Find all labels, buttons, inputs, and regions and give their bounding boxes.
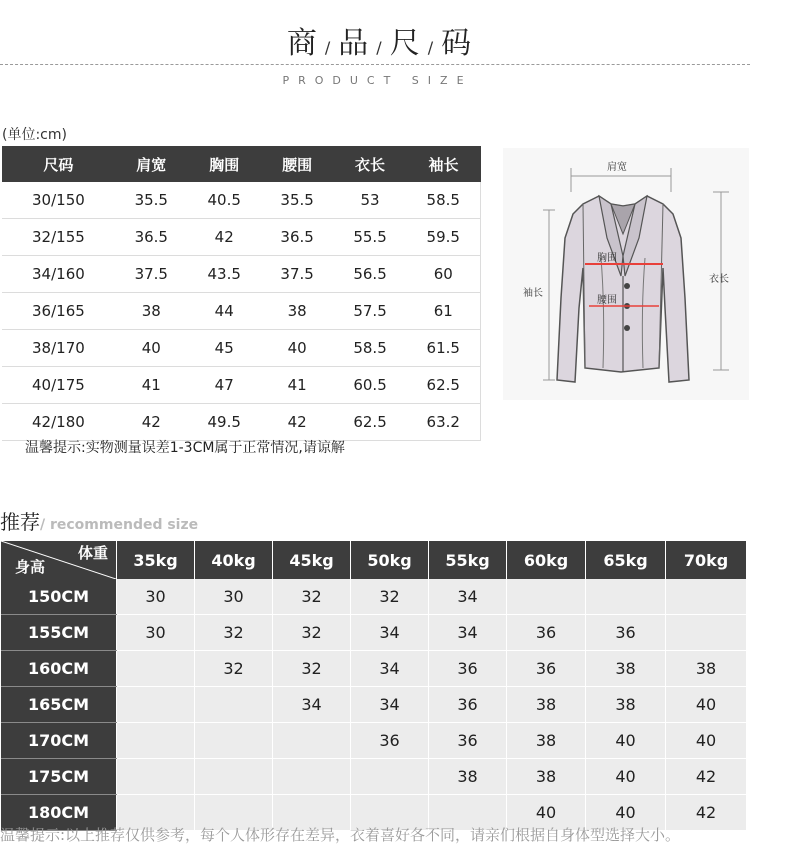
table-cell: 34 bbox=[351, 651, 429, 687]
corner-height-label: 身高 bbox=[15, 558, 46, 576]
table-cell: 40.5 bbox=[188, 182, 261, 219]
table-cell: 32 bbox=[351, 579, 429, 615]
table-cell bbox=[195, 723, 273, 759]
table-cell: 45 bbox=[188, 330, 261, 367]
table-cell: 40 bbox=[586, 795, 666, 831]
weight-header: 65kg bbox=[586, 541, 666, 579]
table-cell: 32 bbox=[195, 615, 273, 651]
recommend-table bbox=[1, 541, 746, 831]
table-cell: 60.5 bbox=[334, 367, 407, 404]
table-cell: 40 bbox=[666, 687, 747, 723]
table-cell: 43.5 bbox=[188, 256, 261, 293]
title-separator: / bbox=[324, 38, 333, 57]
table-cell: 40 bbox=[261, 330, 334, 367]
recommend-title-cn: 推荐 bbox=[0, 510, 40, 534]
table-cell: 63.2 bbox=[407, 404, 481, 441]
diagram-label-length: 衣长 bbox=[709, 274, 729, 285]
table-cell: 62.5 bbox=[334, 404, 407, 441]
table-row bbox=[2, 219, 481, 256]
table-cell: 42 bbox=[115, 404, 188, 441]
table-row bbox=[2, 256, 481, 293]
table-cell: 36 bbox=[429, 723, 507, 759]
page-title bbox=[0, 18, 760, 62]
table-cell: 34 bbox=[429, 579, 507, 615]
table-cell: 56.5 bbox=[334, 256, 407, 293]
table-cell: 42 bbox=[188, 219, 261, 256]
table-cell: 38 bbox=[586, 687, 666, 723]
recommend-note: 温馨提示:以上推荐仅供参考，每个人体形存在差异，衣着喜好各不同，请亲们根据自身体型选择大小。 bbox=[0, 826, 681, 844]
jacket-diagram bbox=[503, 148, 749, 400]
table-cell: 34/160 bbox=[2, 256, 115, 293]
table-row bbox=[2, 367, 481, 404]
height-cell: 180CM bbox=[1, 795, 117, 831]
table-cell: 38 bbox=[115, 293, 188, 330]
table-cell bbox=[666, 579, 747, 615]
table-cell: 34 bbox=[351, 615, 429, 651]
table-cell: 34 bbox=[273, 687, 351, 723]
table-cell: 57.5 bbox=[334, 293, 407, 330]
table-row bbox=[1, 723, 746, 759]
table-cell: 47 bbox=[188, 367, 261, 404]
table-cell: 38 bbox=[261, 293, 334, 330]
table-cell: 38/170 bbox=[2, 330, 115, 367]
col-header-sleeve: 袖长 bbox=[407, 146, 481, 182]
table-cell: 36/165 bbox=[2, 293, 115, 330]
table-cell: 34 bbox=[351, 687, 429, 723]
table-cell: 42 bbox=[261, 404, 334, 441]
table-cell: 38 bbox=[429, 759, 507, 795]
weight-header: 45kg bbox=[273, 541, 351, 579]
table-cell bbox=[666, 615, 747, 651]
table-cell: 58.5 bbox=[407, 182, 481, 219]
title-separator: / bbox=[427, 38, 436, 57]
page-subtitle: PRODUCT SIZE bbox=[282, 74, 473, 87]
table-cell: 40 bbox=[507, 795, 586, 831]
table-cell: 37.5 bbox=[261, 256, 334, 293]
table-cell bbox=[273, 759, 351, 795]
table-row bbox=[2, 293, 481, 330]
weight-header: 60kg bbox=[507, 541, 586, 579]
table-cell: 40 bbox=[586, 759, 666, 795]
title-char-4: 码 bbox=[441, 26, 474, 61]
table-cell: 32 bbox=[273, 651, 351, 687]
table-cell: 40 bbox=[115, 330, 188, 367]
table-row bbox=[1, 687, 746, 723]
table-cell: 44 bbox=[188, 293, 261, 330]
table-cell: 38 bbox=[666, 651, 747, 687]
recommend-title bbox=[0, 506, 198, 535]
table-cell: 42 bbox=[666, 759, 747, 795]
weight-header: 35kg bbox=[117, 541, 195, 579]
table-cell: 36 bbox=[429, 687, 507, 723]
table-cell bbox=[195, 759, 273, 795]
table-cell: 53 bbox=[334, 182, 407, 219]
table-cell: 58.5 bbox=[334, 330, 407, 367]
table-cell: 40 bbox=[666, 723, 747, 759]
table-cell: 40 bbox=[586, 723, 666, 759]
col-header-length: 衣长 bbox=[334, 146, 407, 182]
table-cell: 32/155 bbox=[2, 219, 115, 256]
col-header-chest: 胸围 bbox=[188, 146, 261, 182]
col-header-size: 尺码 bbox=[2, 146, 115, 182]
table-cell: 36 bbox=[429, 651, 507, 687]
size-table bbox=[2, 146, 481, 441]
diagram-label-waist: 腰围 bbox=[597, 295, 617, 306]
measurement-note: 温馨提示:实物测量误差1-3CM属于正常情况,请谅解 bbox=[25, 440, 345, 456]
height-cell: 170CM bbox=[1, 723, 117, 759]
table-cell bbox=[351, 759, 429, 795]
table-cell: 61 bbox=[407, 293, 481, 330]
unit-label: (单位:cm) bbox=[2, 127, 67, 143]
table-cell: 61.5 bbox=[407, 330, 481, 367]
table-row bbox=[1, 615, 746, 651]
table-cell: 41 bbox=[261, 367, 334, 404]
title-char-3: 尺 bbox=[389, 26, 422, 61]
table-cell: 36 bbox=[586, 615, 666, 651]
table-cell bbox=[117, 687, 195, 723]
height-cell: 160CM bbox=[1, 651, 117, 687]
table-row bbox=[2, 404, 481, 441]
table-cell bbox=[117, 651, 195, 687]
table-cell: 38 bbox=[507, 759, 586, 795]
size-table-header-row bbox=[2, 146, 481, 182]
table-row bbox=[2, 182, 481, 219]
table-cell: 30 bbox=[195, 579, 273, 615]
table-cell: 60 bbox=[407, 256, 481, 293]
table-cell: 38 bbox=[507, 687, 586, 723]
height-cell: 155CM bbox=[1, 615, 117, 651]
table-row bbox=[1, 651, 746, 687]
table-cell: 49.5 bbox=[188, 404, 261, 441]
height-cell: 150CM bbox=[1, 579, 117, 615]
table-cell: 35.5 bbox=[115, 182, 188, 219]
table-cell: 59.5 bbox=[407, 219, 481, 256]
title-separator: / bbox=[376, 38, 384, 57]
dotted-divider bbox=[0, 64, 750, 65]
table-cell: 36 bbox=[507, 615, 586, 651]
table-cell: 32 bbox=[273, 615, 351, 651]
table-cell: 32 bbox=[195, 651, 273, 687]
table-cell: 42 bbox=[666, 795, 747, 831]
table-cell: 32 bbox=[273, 579, 351, 615]
table-cell: 35.5 bbox=[261, 182, 334, 219]
table-cell: 38 bbox=[507, 723, 586, 759]
table-row bbox=[2, 330, 481, 367]
title-char-1: 商 bbox=[286, 26, 319, 61]
table-cell: 38 bbox=[586, 651, 666, 687]
weight-header: 40kg bbox=[195, 541, 273, 579]
weight-header: 70kg bbox=[666, 541, 747, 579]
weight-header: 55kg bbox=[429, 541, 507, 579]
table-cell: 36.5 bbox=[261, 219, 334, 256]
table-cell bbox=[507, 579, 586, 615]
table-cell bbox=[586, 579, 666, 615]
table-cell: 55.5 bbox=[334, 219, 407, 256]
table-cell: 42/180 bbox=[2, 404, 115, 441]
recommend-title-en: / recommended size bbox=[40, 517, 199, 533]
diagram-label-shoulder: 肩宽 bbox=[607, 162, 627, 173]
height-cell: 165CM bbox=[1, 687, 117, 723]
diagram-label-chest: 胸围 bbox=[597, 253, 617, 264]
table-cell: 34 bbox=[429, 615, 507, 651]
col-header-shoulder: 肩宽 bbox=[115, 146, 188, 182]
diagram-label-sleeve: 袖长 bbox=[523, 288, 543, 299]
recommend-header-row bbox=[1, 541, 746, 579]
table-cell: 41 bbox=[115, 367, 188, 404]
table-cell: 36 bbox=[507, 651, 586, 687]
table-cell: 30 bbox=[117, 579, 195, 615]
table-cell: 36.5 bbox=[115, 219, 188, 256]
table-cell: 30/150 bbox=[2, 182, 115, 219]
weight-header: 50kg bbox=[351, 541, 429, 579]
corner-weight-label: 体重 bbox=[77, 544, 108, 562]
table-cell bbox=[273, 723, 351, 759]
table-cell: 40/175 bbox=[2, 367, 115, 404]
height-cell: 175CM bbox=[1, 759, 117, 795]
table-cell bbox=[195, 687, 273, 723]
corner-header bbox=[1, 541, 117, 579]
table-cell: 62.5 bbox=[407, 367, 481, 404]
table-row bbox=[1, 579, 746, 615]
table-row bbox=[1, 759, 746, 795]
col-header-waist: 腰围 bbox=[261, 146, 334, 182]
table-cell bbox=[117, 759, 195, 795]
table-cell: 36 bbox=[351, 723, 429, 759]
table-cell: 37.5 bbox=[115, 256, 188, 293]
table-cell bbox=[117, 723, 195, 759]
title-char-2: 品 bbox=[338, 26, 371, 61]
table-cell: 30 bbox=[117, 615, 195, 651]
